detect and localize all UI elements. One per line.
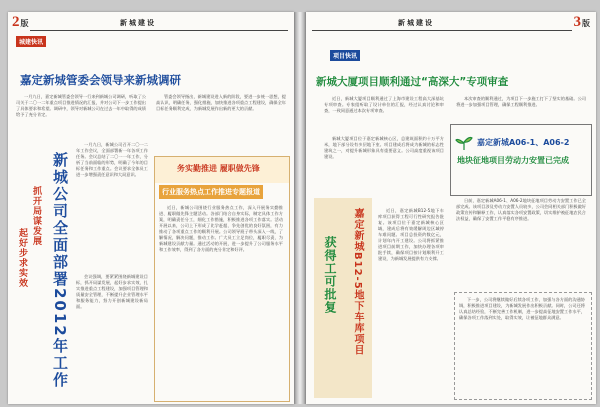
right-text-col-4: 近日，嘉定新城B12-5地下车库项目获得工程可行性研究报告批复。该项目位于嘉定新城核心区域，建成后将有效缓解周边区域停车难问题。项目总投资约数亿元，计划年内开工建设。公司将抓紧推进项目前期工作，加快办理各项审批手续，确保项目按计划顺利开工建设，为新城发展提供有力支撑。	[378, 208, 444, 261]
left-head-rule	[30, 30, 288, 31]
box-body-text: 近日，新城公司围绕行业服务热点工作，深入开展务实勤推进、履职做先锋主题活动。各部门结合自身实际，制定具体工作方案，明确责任分工，细化工作措施，积极推进各项工作落实。活动开展以来，公司上下形成了比学赶超、争先创优的良好氛围，有力推动了各项重点工作的顺利开展。公司领导班子带头深入一线，了解情况，解决问题，推动工作。广大员工立足岗位，履职尽责，为新城建设贡献力量。通过活动的开展，进一步提升了公司服务水平和工作效率，得到了各方面的充分肯定和好评。	[159, 205, 283, 252]
left-text-col-2: 管委会领导指出，新城建设进入新的阶段，要进一步统一思想，提高认识，明确任务，强化措施，加快推进各项重点工程建设，确保全年目标任务顺利完成，为新城发展作出新的更大的贡献。	[156, 94, 286, 111]
page-spine	[294, 12, 306, 404]
right-vertical-title-2: 获得工可批复	[323, 236, 337, 314]
right-head-rule	[312, 30, 572, 31]
right-section-tag: 项目快讯	[330, 50, 360, 61]
box-headline: 务实勤推进 履职做先锋	[177, 164, 260, 173]
right-main-headline: 新城大厦项目顺利通过“高深大”专项审查	[316, 76, 509, 88]
left-text-col-3: 一月九日，新城公司召开二〇一二年工作会议，全面部署新一年各项工作任务。会议总结了二〇一一年工作，分析了当前面临的形势，明确了今年的目标任务和工作重点。会议要求全体员工进一步增强责任意识和大局意识。	[76, 142, 148, 177]
left-text-col-4: 会议强调，要紧紧围绕新城建设目标，抓开局谋发展，起好步求实效，扎实推进重点工程建设，加强项目管理和质量安全管理，不断提升企业管理水平和服务能力，努力开创新城建设新局面。	[76, 274, 148, 309]
plant-icon	[455, 135, 473, 149]
left-main-headline: 嘉定新城管委会领导来新城调研	[20, 73, 181, 87]
right-text-col-5: 日前，嘉定新城A06-1、A06-2地块征地项目劳动力安置工作已全部完成。该项目涉及劳动力安置人员较多，公司会同相关部门积极做好政策宣传和解释工作，认真落实各项安置政策，切实维护被征地农民合法权益，确保了安置工作平稳有序推进。	[456, 198, 586, 221]
right-page	[306, 12, 596, 404]
right-text-col-1: 近日，新城大厦项目顺利通过了上海市建设工程高大深基坑专项审查。专家组听取了设计单位的汇报，经过认真讨论和审查，一致同意通过本次专项审查。	[324, 96, 444, 113]
left-running-head: 新城建设	[120, 19, 156, 27]
left-page-number: 2版	[12, 14, 29, 30]
left-section-tag: 城建快讯	[16, 36, 46, 47]
right-article-headline-1: 嘉定新城A06-1、A06-2	[477, 138, 570, 147]
left-vertical-title: 新城公司全面部署2012年工作	[51, 152, 69, 389]
left-vertical-subtitle-2: 起好步求实效	[17, 228, 27, 288]
right-page-number: 3版	[573, 14, 590, 30]
right-text-col-2: 本次审查的顺利通过，为项目下一步施工打下了坚实的基础。公司将进一步加强项目管理，确保工程顺利推进。	[456, 96, 586, 107]
right-text-col-3: 新城大厦项目位于嘉定新城核心区，总建筑面积约十万平方米，地下部分设有多层地下室。项目建成后将成为新城的标志性建筑之一，对提升新城形象具有重要意义。公司高度重视该项目建设。	[324, 136, 444, 159]
box-subheadline: 行业服务热点工作推进专题报道	[159, 185, 263, 199]
right-bottom-box	[454, 292, 592, 400]
left-feature-box	[154, 156, 290, 402]
right-running-head: 新城建设	[398, 19, 434, 27]
left-page	[8, 12, 294, 404]
left-vertical-subtitle-1: 抓开局谋发展	[31, 186, 41, 246]
right-article-headline-2: 地块征地项目劳动力安置已完成	[457, 156, 569, 165]
right-article-box	[450, 124, 592, 196]
left-text-col-1: 一月九日，嘉定新城管委会领导一行来到新城公司调研，听取了公司关于二〇一二年重点项目推进情况的汇报，并对公司下一步工作提出了具体要求和希望。调研中，领导对新城公司在过去一年中取得的成绩给予了充分肯定。	[16, 94, 146, 117]
right-text-col-6: 下一步，公司将继续做好后续各项工作，加强与各方面的沟通协调，积极推进项目建设，为新城发展作出积极贡献。同时，公司还将认真总结经验，不断完善工作机制，进一步提高征地安置工作水平，确保各项工作落到实处，取得实效，让被征地群众满意。	[459, 297, 585, 320]
right-vertical-title-1: 嘉定新城B12-5地下车库项目	[352, 208, 363, 356]
